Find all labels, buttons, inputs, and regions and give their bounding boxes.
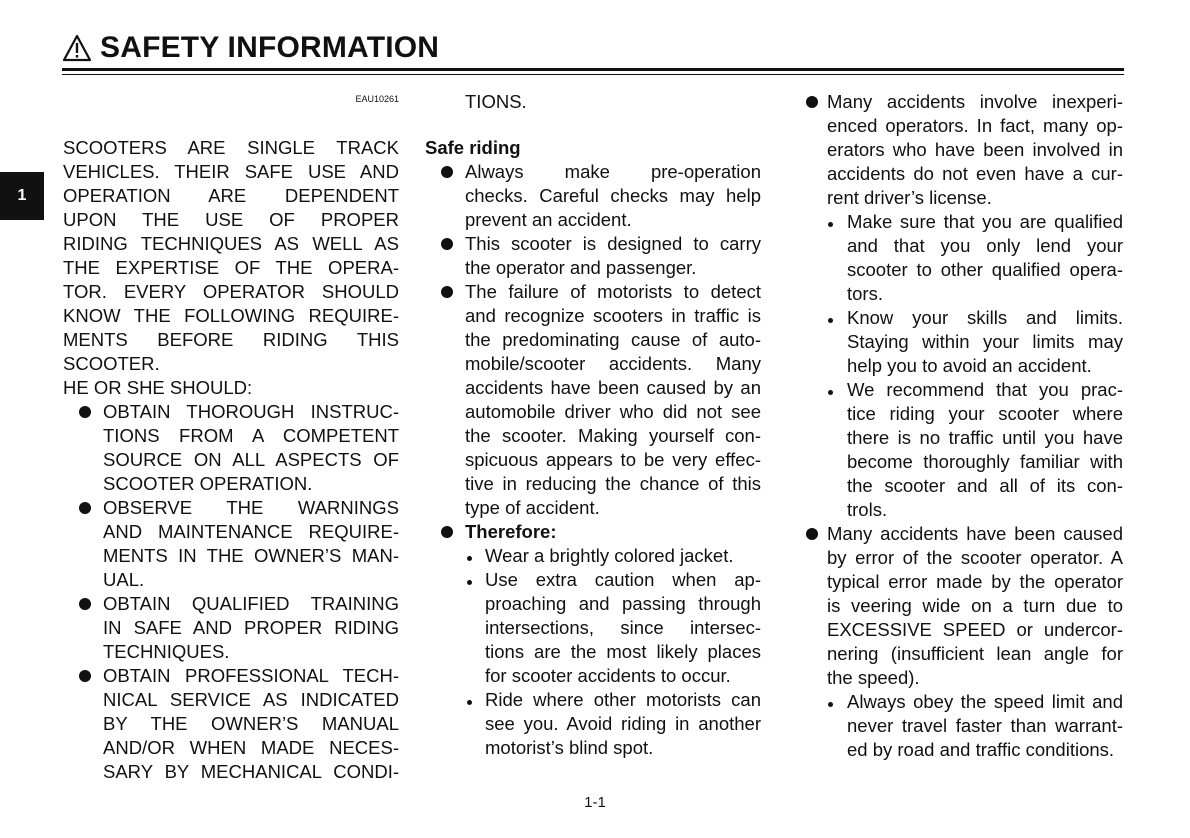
chapter-tab (0, 172, 44, 220)
bullet-item (425, 520, 761, 544)
text-line: tive in reducing the chance of this (465, 473, 761, 494)
bullet-icon (806, 528, 818, 540)
text-line: TOR. EVERY OPERATOR SHOULD (63, 281, 399, 302)
text-line: Many accidents involve inexperi- (827, 91, 1123, 112)
text-line: SCOOTER OPERATION. (103, 473, 313, 494)
bullet-item (806, 522, 1123, 690)
text-line: erators who have been involved in (827, 139, 1123, 160)
sub-bullet-item (425, 568, 761, 688)
text-line: accidents have been caused by an (465, 377, 761, 398)
sub-bullet-icon (828, 222, 833, 227)
text-line: the speed). (827, 667, 920, 688)
text-line: spicuous appears to be very effec- (465, 449, 761, 470)
text-line: MENTS BEFORE RIDING THIS (63, 329, 399, 350)
text-line: TIONS FROM A COMPETENT (103, 425, 399, 446)
column-3 (806, 90, 1123, 762)
text-line: mobile/scooter accidents. Many (465, 353, 761, 374)
text-line: typical error made by the operator (827, 571, 1123, 592)
text-line: prevent an accident. (465, 209, 632, 230)
text-line: Know your skills and limits. (847, 307, 1123, 328)
text-line: intersections, since intersec- (485, 617, 761, 638)
text-line: OBTAIN QUALIFIED TRAINING (103, 593, 399, 614)
text-line: help you to avoid an accident. (847, 355, 1092, 376)
text-line: Make sure that you are qualified (847, 211, 1123, 232)
text-line: is veering wide on a turn due to (827, 595, 1123, 616)
text-line: accidents do not even have a cur- (827, 163, 1123, 184)
text-line: Always make pre-operation (465, 161, 761, 182)
text-line: trols. (847, 499, 888, 520)
text-line: Many accidents have been caused (827, 523, 1123, 544)
text-line: SARY BY MECHANICAL CONDI- (103, 761, 399, 782)
header-rule-thick (62, 68, 1124, 71)
sub-bullet-icon (828, 318, 833, 323)
text-line: by error of the scooter operator. A (827, 547, 1123, 568)
page-number: 1-1 (584, 794, 606, 811)
text-line: tors. (847, 283, 883, 304)
text-line: VEHICLES. THEIR SAFE USE AND (63, 161, 399, 182)
text-line: OPERATION ARE DEPENDENT (63, 185, 399, 206)
text-line: automobile driver who did not see (465, 401, 761, 422)
text-line: there is no traffic until you have (847, 427, 1123, 448)
lead-line: HE OR SHE SHOULD: (63, 377, 253, 398)
continued-line: TIONS. (465, 91, 527, 112)
text-line: SCOOTERS ARE SINGLE TRACK (63, 137, 399, 158)
text-line: SCOOTER. (63, 353, 160, 374)
text-line: UAL. (103, 569, 145, 590)
bullet-icon (79, 670, 91, 682)
text-line: type of accident. (465, 497, 600, 518)
section-heading: Safe riding (425, 137, 521, 158)
text-line: BY THE OWNER’S MANUAL (103, 713, 399, 734)
text-line: UPON THE USE OF PROPER (63, 209, 399, 230)
text-line: proaching and passing through (485, 593, 761, 614)
chapter-tab-label: 1 (17, 187, 27, 204)
text-line: Ride where other motorists can (485, 689, 761, 710)
intro-paragraph (63, 136, 399, 376)
text-line: Wear a brightly colored jacket. (485, 545, 734, 566)
text-line: RIDING TECHNIQUES AS WELL AS (63, 233, 399, 254)
sub-bullet-item (806, 306, 1123, 378)
text-line: OBTAIN THOROUGH INSTRUC- (103, 401, 399, 422)
bullet-icon (79, 598, 91, 610)
text-line: become thoroughly familiar with (847, 451, 1123, 472)
text-line: motorist’s blind spot. (485, 737, 654, 758)
text-line: ed by road and traffic conditions. (847, 739, 1115, 760)
text-line: AND/OR WHEN MADE NECES- (103, 737, 399, 758)
text-line: Staying within your limits may (847, 331, 1123, 352)
therefore-label: Therefore: (465, 521, 557, 542)
bullet-item (63, 592, 399, 664)
text-line: THE EXPERTISE OF THE OPERA- (63, 257, 399, 278)
text-line: for scooter accidents to occur. (485, 665, 731, 686)
bullet-item (806, 90, 1123, 210)
text-line: IN SAFE AND PROPER RIDING (103, 617, 399, 638)
text-line: scooter to other qualified opera- (847, 259, 1123, 280)
bullet-icon (441, 286, 453, 298)
text-line: see you. Avoid riding in another (485, 713, 761, 734)
reference-code: EAU10261 (355, 94, 399, 104)
text-line: This scooter is designed to carry (465, 233, 761, 254)
sub-bullet-item (425, 688, 761, 760)
text-line: the operator and passenger. (465, 257, 697, 278)
sub-bullet-item (806, 690, 1123, 762)
column-2 (425, 90, 761, 760)
text-line: the scooter and all of its con- (847, 475, 1123, 496)
page-title (62, 28, 439, 68)
text-line: SOURCE ON ALL ASPECTS OF (103, 449, 399, 470)
sub-bullet-icon (467, 556, 472, 561)
text-line: tice riding your scooter where (847, 403, 1123, 424)
sub-bullet-item (806, 210, 1123, 306)
bullet-item (63, 496, 399, 592)
text-line: KNOW THE FOLLOWING REQUIRE- (63, 305, 399, 326)
bullet-icon (441, 526, 453, 538)
text-line: NICAL SERVICE AS INDICATED (103, 689, 399, 710)
text-line: rent driver’s license. (827, 187, 992, 208)
text-line: checks. Careful checks may help (465, 185, 761, 206)
text-line: tions are the most likely places (485, 641, 761, 662)
sub-bullet-item (425, 544, 761, 568)
header-rule-thin (62, 74, 1124, 75)
title-text: SAFETY INFORMATION (100, 31, 440, 64)
text-line: nering (insufficient lean angle for (827, 643, 1123, 664)
sub-bullet-item (806, 378, 1123, 522)
bullet-item (63, 664, 399, 784)
bullet-item (425, 280, 761, 520)
sub-bullet-icon (828, 702, 833, 707)
text-line: AND MAINTENANCE REQUIRE- (103, 521, 399, 542)
text-line: TECHNIQUES. (103, 641, 230, 662)
text-line: The failure of motorists to detect (465, 281, 761, 302)
sub-bullet-icon (828, 390, 833, 395)
bullet-icon (441, 166, 453, 178)
text-line: Always obey the speed limit and (847, 691, 1123, 712)
text-line: enced operators. In fact, many op- (827, 115, 1123, 136)
text-line: and that you only lend your (847, 235, 1123, 256)
text-line: EXCESSIVE SPEED or undercor- (827, 619, 1123, 640)
sub-bullet-icon (467, 700, 472, 705)
bullet-icon (79, 502, 91, 514)
text-line: and recognize scooters in traffic is (465, 305, 761, 326)
text-line: OBTAIN PROFESSIONAL TECH- (103, 665, 399, 686)
bullet-item (425, 232, 761, 280)
text-line: the scooter. Making yourself con- (465, 425, 761, 446)
column-1 (63, 90, 399, 784)
warning-triangle-icon (62, 34, 92, 62)
bullet-item (425, 160, 761, 232)
bullet-icon (79, 406, 91, 418)
bullet-item (63, 400, 399, 496)
text-line: MENTS IN THE OWNER’S MAN- (103, 545, 399, 566)
text-line: never travel faster than warrant- (847, 715, 1123, 736)
text-line: We recommend that you prac- (847, 379, 1123, 400)
text-line: the predominating cause of auto- (465, 329, 761, 350)
bullet-icon (806, 96, 818, 108)
text-line: Use extra caution when ap- (485, 569, 761, 590)
bullet-icon (441, 238, 453, 250)
sub-bullet-icon (467, 580, 472, 585)
text-line: OBSERVE THE WARNINGS (103, 497, 399, 518)
